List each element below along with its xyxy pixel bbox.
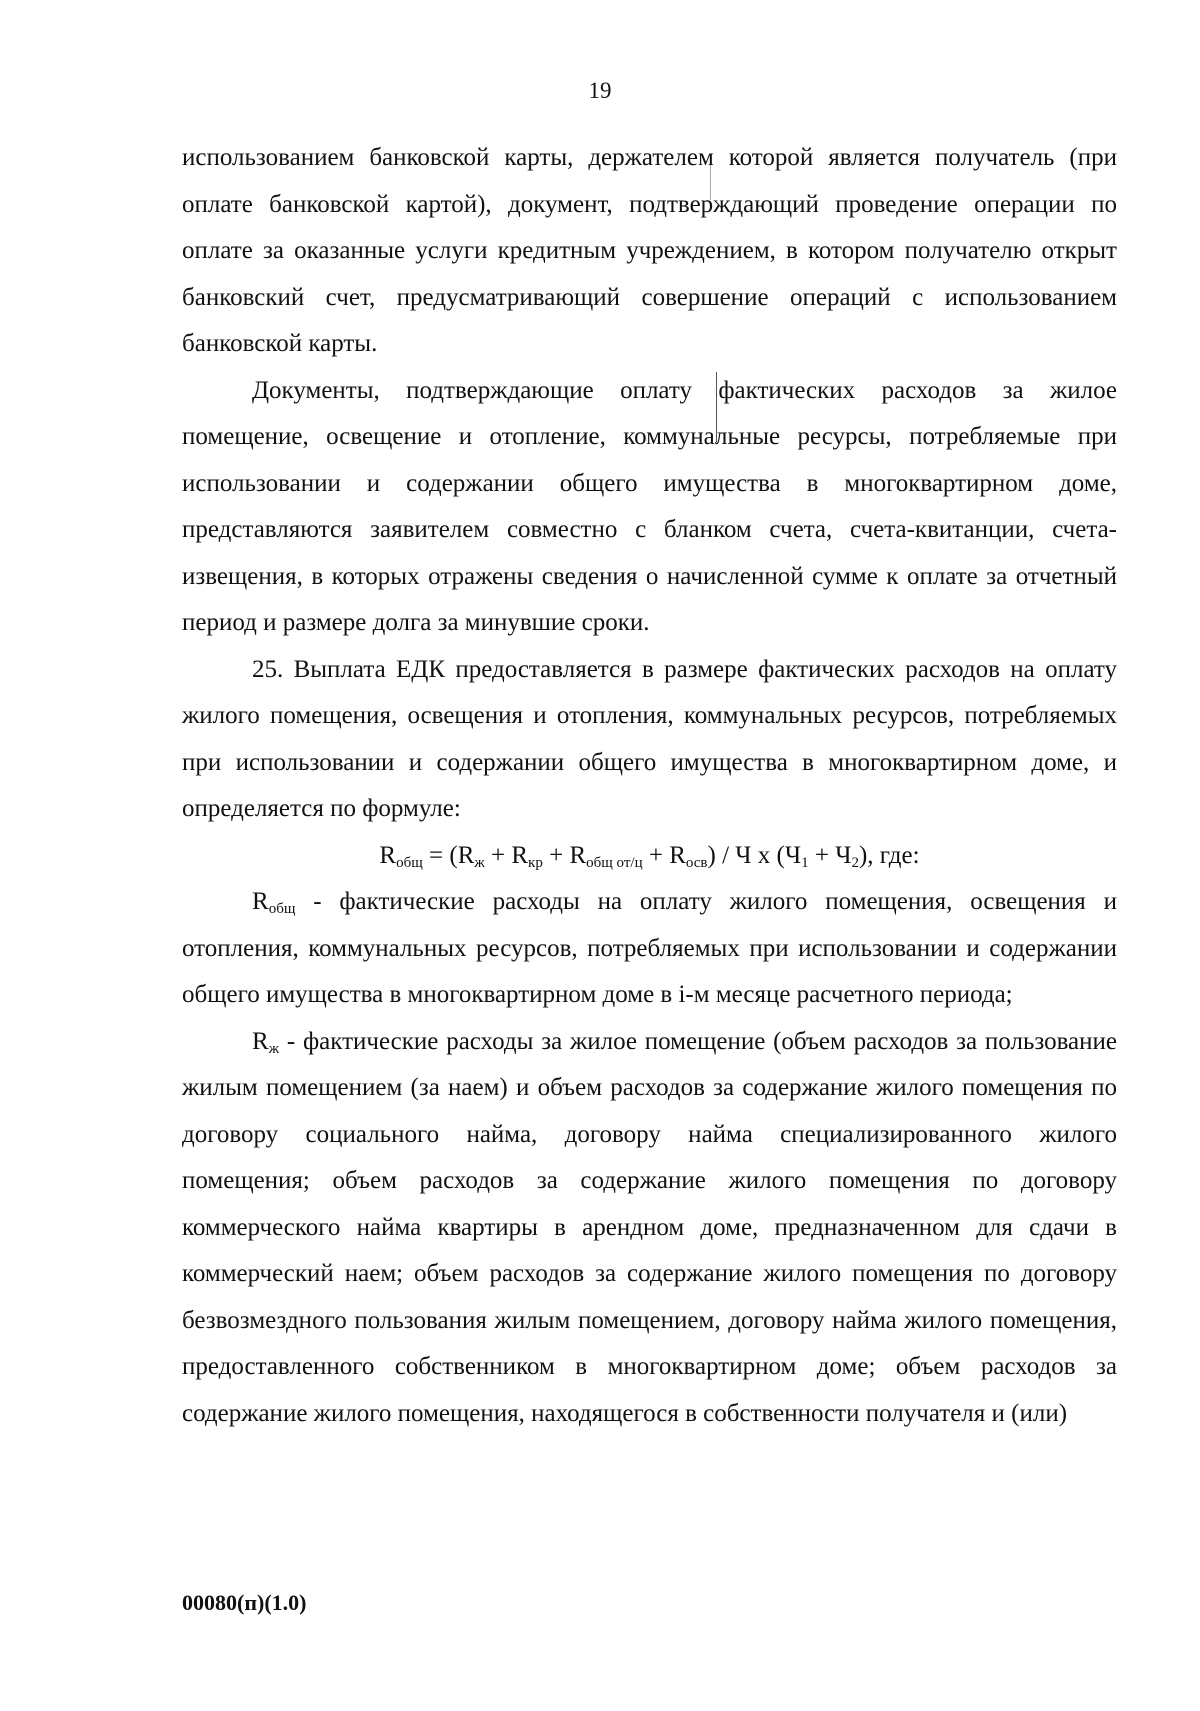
definition-r-zh: $R_ж$ - фактические расходы за жилое помещение (объем расходов за пользование жилым помещением (за наем) и объем расходов за содержание жилого помещения по договору социального найма, договору найма специализированного жилого помещения; объем расходов за содержание жилого помещения по договору коммерческого найма квартиры в арендном доме, предназначенном для сдачи в коммерческий наем; объем расходов за содержание жилого помещения по договору безвозмездного пользования жилым помещением, договору найма жилого помещения, предоставленного собственником в многоквартирном доме; объем расходов за содержание жилого помещения, находящегося в собственности получателя и (или) — [182, 1027, 1117, 1427]
document-code: 00080(п)(1.0) — [182, 1590, 307, 1615]
paragraph-documents: Документы, подтверждающие оплату фактических расходов за жилое помещение, освещение и отопление, коммунальные ресурсы, потребляемые при использовании и содержании общего имущества в многоквартирном доме, представляются заявителем совместно с бланком счета, счета-квитанции, счета-извещения, в которых отражены сведения о начисленной сумме к оплате за отчетный период и размере долга за минувшие сроки. — [182, 376, 1117, 636]
formula: $R_{общ} = (R_ж + R_{кр} + R_{общ от/ц} + R_{осв}) / Ч$ х $(Ч_1 + Ч_2)$, где: — [379, 841, 920, 871]
paragraph-item-25: 25. Выплата ЕДК предоставляется в размере фактических расходов на оплату жилого помещения, освещения и отопления, коммунальных ресурсов, потребляемых при использовании и содержании общего имущества в многоквартирном доме, и определяется по формуле: — [182, 655, 1117, 822]
page-number: 19 — [588, 78, 612, 103]
document-body — [182, 135, 1117, 1437]
definition-r-total: $R_{общ}$ - фактические расходы на оплату жилого помещения, освещения и отопления, коммунальных ресурсов, потребляемых при использовании и содержании общего имущества в многоквартирном доме в i-м месяце расчетного периода; — [182, 888, 1117, 1008]
paragraph-card-payment: использованием банковской карты, держателем которой является получатель (при оплате банковской картой), документ, подтверждающий проведение операции по оплате за оказанные услуги кредитным учреждением, в котором получателю открыт банковский счет, предусматривающий совершение операций с использованием банковской карты. — [182, 144, 1117, 357]
